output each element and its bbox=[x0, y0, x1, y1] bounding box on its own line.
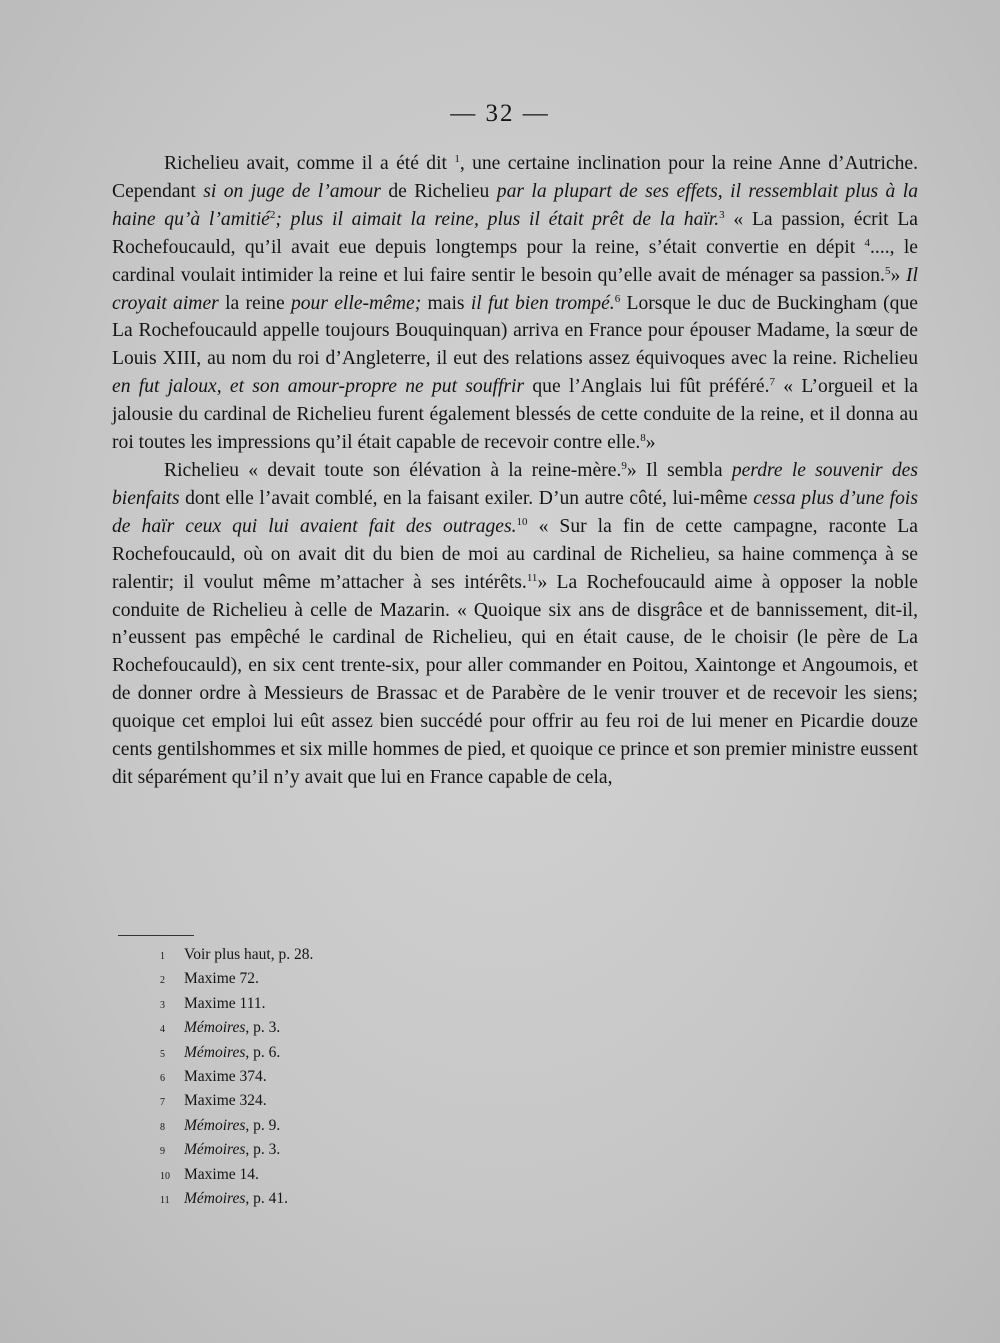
text-run: mais bbox=[421, 292, 471, 314]
footnote-item bbox=[160, 1090, 313, 1114]
footnote-number: 10 bbox=[160, 1170, 170, 1182]
footnote-text bbox=[184, 993, 266, 1015]
footnote-reference-text: Voir plus haut, p. 28. bbox=[184, 946, 314, 963]
footnote-item bbox=[160, 993, 313, 1017]
text-run: » Il sembla bbox=[626, 459, 732, 481]
footnote-reference: 11 bbox=[526, 571, 538, 584]
footnote-text bbox=[184, 1066, 267, 1088]
footnote-reference-text: Maxime 111. bbox=[184, 994, 266, 1012]
footnote-reference-text: , p. 3. bbox=[245, 1141, 281, 1159]
footnote-reference: 1 bbox=[454, 153, 460, 165]
paragraph-2 bbox=[112, 457, 918, 792]
footnote-number: 2 bbox=[160, 975, 165, 987]
text-run: « L’orgueil et la jalousie du cardinal de Richelieu furent également blessés de cette conduite de la reine, et il donna au roi toutes les impressions qu’il était capable de recevoir contre elle. bbox=[112, 376, 919, 454]
italic-text: il fut bien trompé. bbox=[470, 292, 615, 314]
footnote-reference-text: , p. 41. bbox=[245, 1190, 289, 1208]
footnotes-list bbox=[160, 944, 313, 1212]
footnote-item bbox=[160, 944, 313, 968]
footnote-text bbox=[184, 1164, 259, 1186]
text-run: Richelieu avait, comme il a été dit bbox=[164, 153, 455, 174]
italic-text: en fut jaloux, et son amour-propre ne put souffrir bbox=[112, 376, 525, 398]
footnote-text bbox=[184, 1017, 280, 1039]
footnote-number: 4 bbox=[160, 1024, 165, 1036]
text-run: ...., le cardinal voulait intimider la reine et lui faire sentir le besoin qu’elle avait de ménager sa passion. bbox=[112, 236, 919, 286]
footnote-number: 6 bbox=[160, 1073, 165, 1085]
footnote-number: 3 bbox=[160, 999, 165, 1011]
text-run: la reine bbox=[218, 292, 291, 314]
italic-text: pour elle-même; bbox=[290, 292, 422, 314]
footnote-reference-text: , p. 3. bbox=[245, 1019, 281, 1037]
footnote-item bbox=[160, 1066, 313, 1090]
italic-text: par la plupart de ses effets, il ressemblait plus à la haine qu’à l’amitié bbox=[112, 180, 918, 230]
text-run: que l’Anglais lui fût préféré. bbox=[524, 376, 770, 398]
footnote-text bbox=[184, 944, 313, 966]
footnote-reference: 6 bbox=[614, 292, 621, 305]
italic-text: perdre le souvenir des bienfaits bbox=[112, 459, 919, 509]
footnote-reference-text: , p. 9. bbox=[245, 1116, 281, 1134]
text-run: Richelieu « devait toute son élévation à la reine-mère. bbox=[164, 459, 622, 481]
italic-text: cessa plus d’une fois de haïr ceux qui lui avaient fait des outrages. bbox=[112, 487, 918, 537]
footnote-number: 8 bbox=[160, 1121, 165, 1133]
footnote-text bbox=[184, 1139, 280, 1161]
footnote-item bbox=[160, 1017, 313, 1041]
italic-text: Il croyait aimer bbox=[112, 264, 918, 314]
footnote-text bbox=[184, 1090, 267, 1112]
footnote-number: 9 bbox=[160, 1146, 165, 1158]
footnote-item bbox=[160, 1139, 313, 1163]
footnote-reference: 3 bbox=[719, 208, 725, 221]
text-run: , une certaine inclination pour la reine Anne d’Autriche. Cependant bbox=[112, 153, 918, 202]
text-run: » bbox=[645, 432, 656, 454]
footnote-separator bbox=[118, 935, 194, 936]
footnote-reference-text: Maxime 14. bbox=[184, 1165, 259, 1183]
footnote-reference-text: , p. 6. bbox=[245, 1043, 281, 1061]
footnote-reference-text: Maxime 72. bbox=[184, 970, 259, 988]
footnote-source-title: Mémoires bbox=[184, 1190, 246, 1208]
footnote-text bbox=[184, 1188, 288, 1210]
italic-text: si on juge de l’amour bbox=[203, 180, 381, 202]
footnote-item bbox=[160, 1115, 313, 1139]
page-number: — 32 — bbox=[450, 100, 550, 127]
text-run: « Sur la fin de cette campagne, raconte La Rochefoucauld, où on avait dit du bien de moi au cardinal de Richelieu, sa haine commença à se ralentir; il voulut même m’attacher à ses intérêts. bbox=[112, 515, 918, 593]
footnote-item bbox=[160, 1164, 313, 1188]
footnote-item bbox=[160, 968, 313, 992]
text-run: dont elle l’avait comblé, en la faisant exiler. D’un autre côté, lui-même bbox=[179, 487, 754, 509]
text-run: » La Rochefoucauld aime à opposer la noble conduite de Richelieu à celle de Mazarin. « Quoique six ans de disgrâce et de bannissement, dit-il, n’eussent pas empêché le cardinal de Richelieu, qui en était cause, de le choisir (le père de La Rochefoucauld), en six cent trente-six, pour aller commander en Poitou, Xaintonge et Angoumois, et de donner ordre à Messieurs de Brassac et de Parabère de le venir trouver et de recevoir les siens; quoique cet emploi lui eût assez bien succédé pour offrir au feu roi de lui mener en Picardie douze cents gentilshommes et six mille hommes de pied, et quoique ce prince et son premier ministre eussent dit séparément qu’il n’y avait que lui en France capable de cela, bbox=[112, 571, 918, 788]
body-text bbox=[112, 150, 918, 792]
footnote-item bbox=[160, 1042, 313, 1066]
footnote-source-title: Mémoires bbox=[184, 1019, 246, 1037]
text-run: de Richelieu bbox=[380, 180, 497, 202]
footnote-item bbox=[160, 1188, 313, 1212]
footnote-text bbox=[184, 1115, 280, 1137]
italic-text: ; plus il aimait la reine, plus il était prêt de la haïr. bbox=[275, 208, 720, 230]
paragraph-1 bbox=[112, 150, 918, 457]
footnote-reference: 2 bbox=[269, 208, 276, 221]
text-run: » bbox=[890, 264, 907, 286]
footnote-number: 5 bbox=[160, 1048, 165, 1060]
footnote-source-title: Mémoires bbox=[184, 1141, 246, 1159]
footnote-number: 7 bbox=[160, 1097, 165, 1109]
footnote-reference: 8 bbox=[640, 432, 646, 445]
footnote-reference: 4 bbox=[864, 236, 871, 249]
footnote-number: 11 bbox=[160, 1195, 170, 1207]
footnote-reference: 5 bbox=[884, 264, 891, 277]
text-run: « La passion, écrit La Rochefoucauld, qu’il avait eue depuis longtemps pour la reine, s’était convertie en dépit bbox=[112, 208, 918, 258]
footnote-source-title: Mémoires bbox=[184, 1043, 246, 1061]
footnote-number: 1 bbox=[160, 951, 165, 962]
footnote-reference: 7 bbox=[769, 376, 775, 389]
footnote-reference-text: Maxime 324. bbox=[184, 1092, 267, 1110]
footnote-reference: 10 bbox=[516, 515, 528, 528]
footnote-source-title: Mémoires bbox=[184, 1116, 246, 1134]
footnote-text bbox=[184, 1042, 280, 1064]
text-run: Lorsque le duc de Buckingham (que La Rochefoucauld appelle toujours Bouquinquan) arriva en France pour épouser Madame, la sœur de Louis XIII, au nom du roi d’Angleterre, il eut des relations assez équivoques avec la reine. Richelieu bbox=[112, 292, 918, 370]
footnote-reference-text: Maxime 374. bbox=[184, 1068, 267, 1086]
footnote-reference: 9 bbox=[621, 459, 627, 472]
footnote-text bbox=[184, 968, 259, 990]
